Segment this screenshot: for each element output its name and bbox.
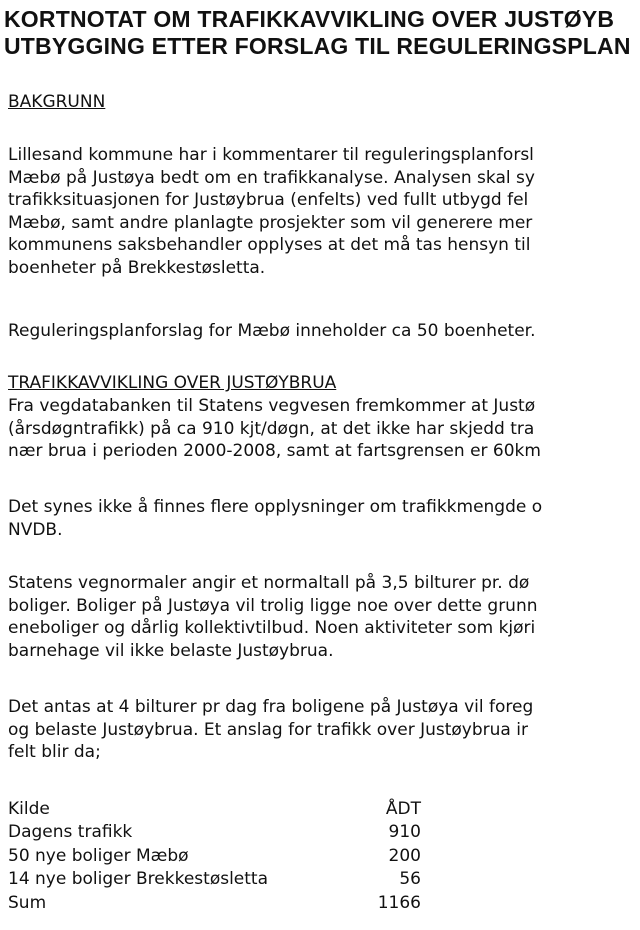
header-source: Kilde — [8, 798, 50, 819]
table-row — [8, 821, 421, 845]
heading-bakgrunn: BAKGRUNN — [8, 92, 106, 112]
trafikk-paragraph-2 — [8, 496, 640, 541]
trafikk-paragraph-3 — [8, 572, 640, 662]
trafikk-paragraph-4 — [8, 696, 640, 764]
row-source: 14 nye boliger Brekkestøsletta — [8, 869, 269, 890]
row-adt: 56 — [399, 869, 421, 890]
row-adt: 910 — [388, 822, 421, 843]
text-line: Det synes ikke å finnes flere opplysninger om trafikkmengde o — [8, 497, 543, 517]
text-line: boliger. Boliger på Justøya vil trolig ligge noe over dette grunn — [8, 595, 538, 616]
text-line: Fra vegdatabanken til Statens vegvesen fremkommer at Justø — [8, 396, 536, 416]
traffic-table — [8, 797, 421, 915]
row-adt: 200 — [388, 845, 421, 866]
text-line: Lillesand kommune har i kommentarer til reguleringsplanforsl — [8, 145, 534, 165]
header-adt: ÅDT — [385, 798, 421, 819]
text-line: felt blir da; — [8, 742, 101, 762]
document-title — [4, 6, 640, 60]
table-row — [8, 868, 421, 892]
text-line: og belaste Justøybrua. Et anslag for trafikk over Justøybrua ir — [8, 719, 528, 740]
table-header-row — [8, 797, 421, 821]
title-line-2: UTBYGGING ETTER FORSLAG TIL REGULERINGSPLAN — [4, 33, 631, 59]
table-row — [8, 891, 421, 915]
table-row — [8, 844, 421, 868]
text-line: trafikksituasjonen for Justøybrua (enfelts) ved fullt utbygd fel — [8, 190, 529, 210]
text-line: kommunens saksbehandler opplyses at det må tas hensyn til — [8, 235, 531, 255]
bakgrunn-paragraph-1 — [8, 144, 640, 279]
text-line: Statens vegnormaler angir et normaltall på 3,5 bilturer pr. dø — [8, 573, 530, 593]
text-line: boenheter på Brekkestøsletta. — [8, 257, 266, 278]
text-line: Reguleringsplanforslag for Mæbø inneholder ca 50 boenheter. — [8, 321, 536, 341]
bakgrunn-paragraph-2 — [8, 320, 640, 343]
text-line: barnehage vil ikke belaste Justøybrua. — [8, 640, 334, 661]
heading-trafikkavvikling: TRAFIKKAVVIKLING OVER JUSTØYBRUA — [8, 373, 337, 393]
text-line: Det antas at 4 bilturer pr dag fra boligene på Justøya vil foreg — [8, 697, 534, 717]
text-line: Mæbø på Justøya bedt om en trafikkanalyse. Analysen skal sy — [8, 167, 535, 188]
trafikk-paragraph-1 — [8, 395, 640, 463]
row-adt: 1166 — [377, 892, 421, 913]
text-line: Mæbø, samt andre planlagte prosjekter som vil generere mer — [8, 212, 533, 233]
row-source: Sum — [8, 892, 47, 913]
text-line: eneboliger og dårlig kollektivtilbud. Noen aktiviteter som kjøri — [8, 618, 536, 638]
text-line: (årsdøgntrafikk) på ca 910 kjt/døgn, at det ikke har skjedd tra — [8, 418, 535, 439]
text-line: nær brua i perioden 2000-2008, samt at fartsgrensen er 60km — [8, 441, 541, 461]
row-source: 50 nye boliger Mæbø — [8, 845, 189, 866]
title-line-1: KORTNOTAT OM TRAFIKKAVVIKLING OVER JUSTØYB — [4, 6, 615, 32]
text-line: NVDB. — [8, 519, 63, 540]
row-source: Dagens trafikk — [8, 822, 133, 843]
